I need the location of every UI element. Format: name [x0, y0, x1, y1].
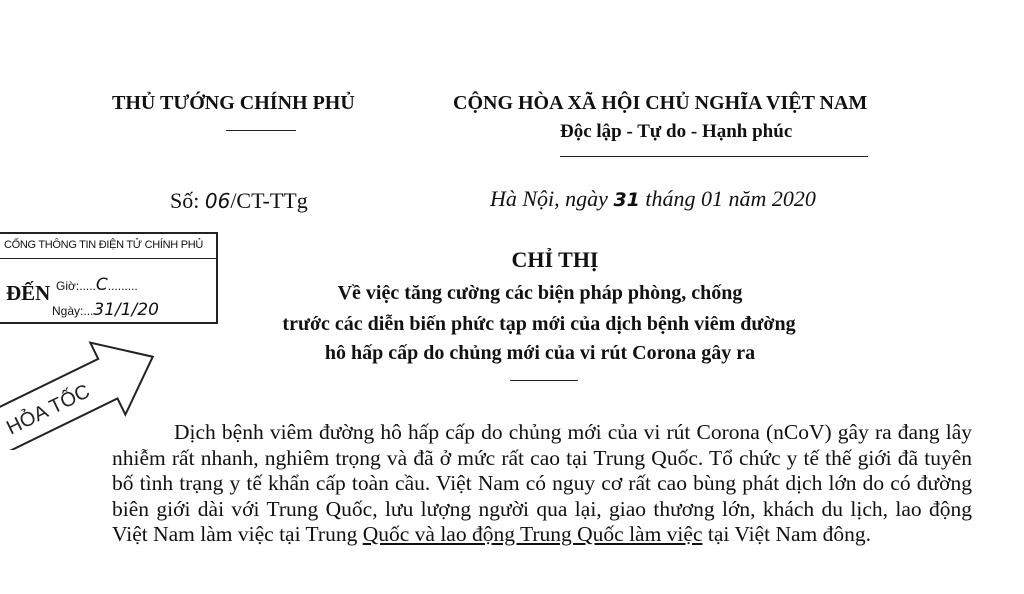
body-text [112, 420, 972, 548]
place-date [490, 186, 816, 212]
paragraph-1 [112, 420, 972, 548]
stamp-time: Giờ:.....C......... [56, 275, 138, 295]
subject-underline [510, 380, 578, 381]
doc-number-prefix: Số: [170, 188, 200, 213]
stamp-time-label: Giờ: [56, 279, 80, 293]
stamp-date: Ngày:...31/1/20 [52, 300, 159, 320]
subject-line-1: Về việc tăng cường các biện pháp phòng, chống [337, 282, 743, 304]
document-type: CHỈ THỊ [511, 247, 599, 272]
subject-line-2: trước các diễn biến phức tạp mới của dịch bệnh viêm đường [282, 313, 796, 335]
urgent-label: HỎA TỐC [3, 380, 94, 440]
paragraph-1-end: tại Việt Nam đông. [702, 522, 871, 546]
subject-line-3: hô hấp cấp do chủng mới của vi rút Corona gây ra [324, 342, 756, 364]
document-number [170, 188, 308, 214]
stamp-time-handwritten: C [95, 275, 108, 295]
issuing-authority: THỦ TƯỚNG CHÍNH PHỦ [112, 92, 355, 114]
national-motto: Độc lập - Tự do - Hạnh phúc [560, 121, 793, 142]
national-title: CỘNG HÒA XÃ HỘI CHỦ NGHĨA VIỆT NAM [453, 92, 868, 114]
paragraph-1-text: Dịch bệnh viêm đường hô hấp cấp do chủng mới của vi rút Corona (nCoV) gây ra đang lây nhiễm rất nhanh, nghiêm trọng và đã ở mức rất cao tại Trung Quốc. Tổ chức y tế thế giới đã tuyên bố tình trạng y tế khẩn cấp toàn cầu. Việt Nam có nguy cơ rất cao bùng phát dịch lớn do có đường biên giới dài với Trung Quốc, lưu lượng người qua lại, giao thương lớn, khách du lịch, lao động Việt Nam làm việc tại Trung [112, 420, 972, 546]
urgent-stamp [0, 330, 200, 450]
place-date-prefix: Hà Nội, ngày [490, 186, 608, 211]
doc-number-handwritten: 06 [204, 189, 231, 213]
motto-underline [560, 156, 868, 157]
doc-number-suffix: /CT-TTg [230, 188, 308, 213]
stamp-date-label: Ngày: [52, 304, 84, 318]
paragraph-1-underlined: Quốc và lao động Trung Quốc làm việc [362, 522, 703, 546]
stamp-received-label: ĐẾN [6, 281, 51, 305]
stamp-date-handwritten: 31/1/20 [93, 300, 159, 320]
place-date-suffix: tháng 01 năm 2020 [645, 186, 816, 211]
date-day-handwritten: 31 [613, 189, 640, 211]
stamp-divider [0, 258, 216, 259]
stamp-heading: CỔNG THÔNG TIN ĐIỆN TỬ CHÍNH PHỦ [4, 239, 204, 251]
issuer-underline [226, 130, 296, 131]
